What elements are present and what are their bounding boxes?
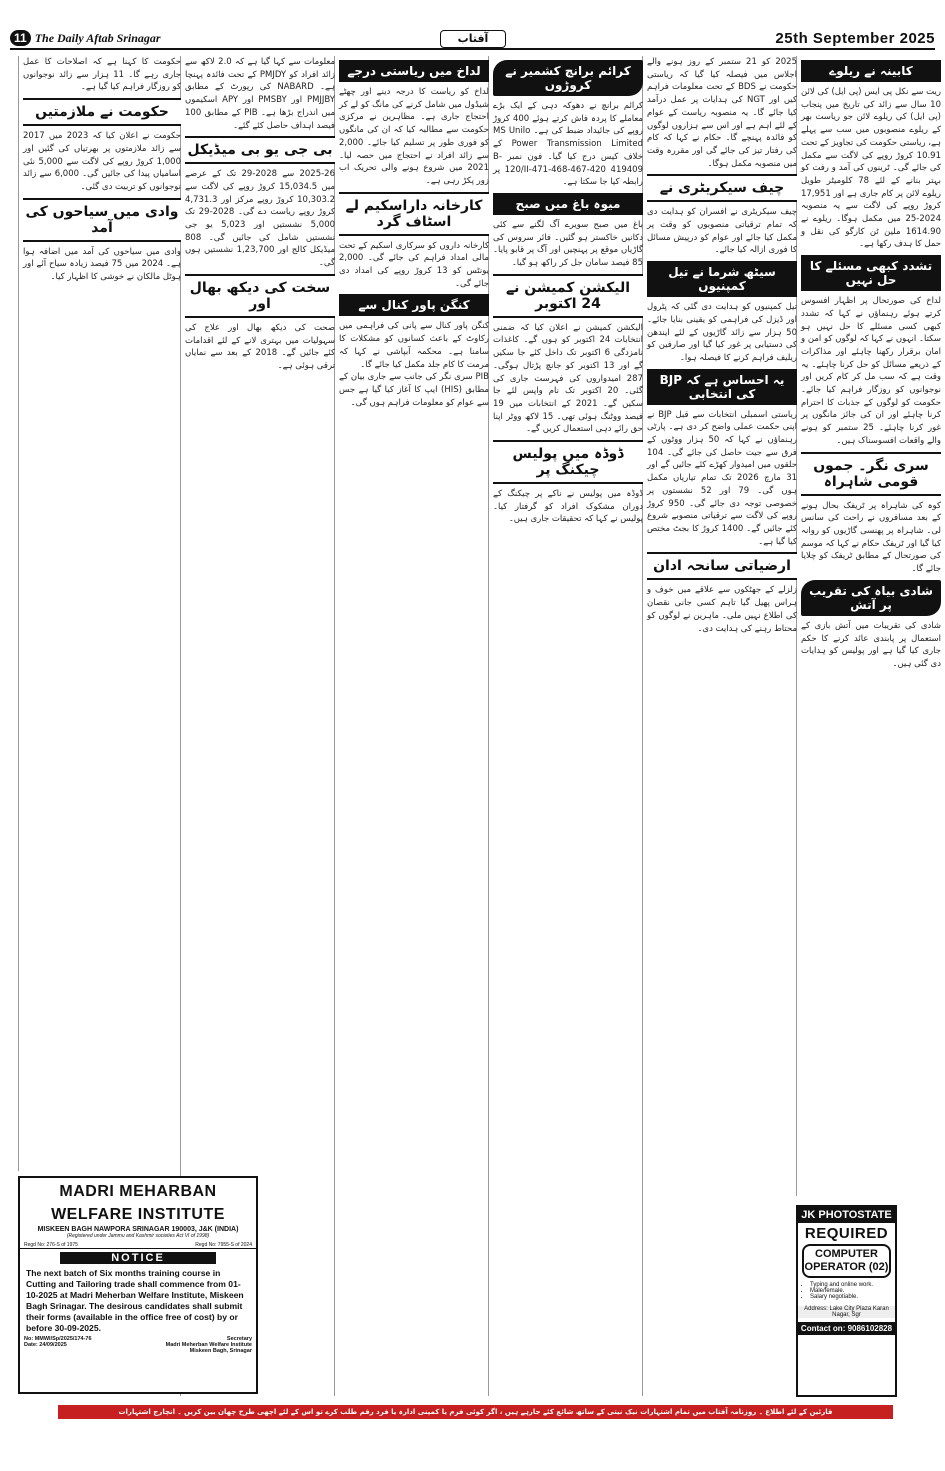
ad-address: MISKEEN BAGH NAWPORA SRINAGAR 190003, J&K (INDIA) [37,1226,239,1233]
page-number: 11 [10,30,31,46]
story-body: حکومت کا کہنا ہے کہ اصلاحات کا عمل جاری رہے گا۔ 11 ہزار سے زائد نوجوانوں کو روزگار فراہم کیا گیا ہے۔ [23,57,181,93]
column-2 [642,56,797,1396]
jk-company: JK PHOTOSTATE [798,1207,895,1223]
issue-date: 25th September 2025 [775,29,935,47]
story-headline: شادی بیاہ کی تقریب پر آتش [801,580,941,616]
story-headline: کابینہ نے ریلوے [801,60,941,82]
story-headline: لداخ میں ریاستی درجے [339,60,489,82]
story-headline: ڈوڈہ میں پولیس چیکنگ پر [493,440,643,484]
jk-photostate-ad [796,1205,897,1397]
story-body: PIB سری نگر کی جانب سے جاری بیان کے مطابق (HIS) ایپ کا آغاز کیا گیا ہے جس سے عوام کو معلومات فراہم ہوں گی۔ [339,372,489,408]
sig-right [166,1336,252,1354]
story-body: شادی کی تقریبات میں آتش بازی کے استعمال پر پابندی عائد کرنے کا حکم جاری کیا گیا ہے اور پولیس کو ہدایات دی گئی ہیں۔ [801,620,941,669]
jk-position: COMPUTER OPERATOR (02) [802,1244,891,1278]
paper-name: The Daily Aftab Srinagar [34,30,161,45]
story-body: ریاستی اسمبلی انتخابات سے قبل BJP نے اپنی حکمت عملی واضح کر دی ہے۔ پارٹی رہنماؤں نے کہا کہ 50 ہزار ووٹوں کے فرق سے جیت حاصل کی جائے گی۔ 104 حلقوں میں امیدوار کھڑے کئے جائیں گے اور 31 مارچ 2026 تک تمام تیاریاں مکمل ہوں گی۔ 79 اور 52 نشستوں پر خصوصی توجہ دی جائے گی۔ 950 کروڑ روپے کی لاگت سے ترقیاتی منصوبے شروع کئے جائیں گے۔ 1400 کروڑ کا بجٹ مختص کیا گیا ہے۔ [647,409,797,547]
story-body: باغ میں صبح سویرے آگ لگنے سے کئی دکانیں خاکستر ہو گئیں۔ فائر سروس کی گاڑیاں موقع پر پہنچیں اور آگ پر قابو پایا۔ 85 فیصد سامان جل کر راکھ ہو گیا۔ [493,219,643,269]
header-left [10,30,161,46]
story-headline: کنگن پاور کنال سے [339,294,489,316]
column-3 [488,56,643,1396]
story-body: کرائم برانچ نے دھوکہ دہی کے ایک بڑے معاملے کا پردہ فاش کرتے ہوئے 400 کروڑ روپے کی جائیداد ضبط کی ہے۔ MS Unilo Power Transmission Limited کے خلاف کیس درج کیا گیا۔ فون نمبر B-120/II-471-468-467-420 419409 پر رابطہ کیا جا سکتا ہے۔ [493,101,643,188]
story-headline: کرائم برانچ کشمیر نے کروڑوں [493,60,643,96]
ad-title-line2: WELFARE INSTITUTE [51,1206,225,1223]
story-headline: الیکشن کمیشن نے 24 اکتوبر [493,274,643,318]
story-body: ڈوڈہ میں پولیس نے ناکے پر چیکنگ کے دوران مشکوک افراد کو گرفتار کیا۔ پولیس نے کہا کہ تحقیقات جاری ہیں۔ [493,489,643,525]
column-1 [796,56,941,1196]
sig-date: Date: 24/09/2025 [24,1342,67,1348]
jk-address: Address: Lake City Plaza Karan Nagar, Sgr [798,1306,895,1318]
notice-heading: NOTICE [60,1252,216,1264]
story-headline: یہ احساس ہے کہ BJP کی انتخابی [647,369,797,405]
column-6 [18,56,181,1171]
jk-requirements [810,1282,895,1300]
story-headline: سخت کی دیکھ بھال اور [185,274,335,318]
story-headline: تشدد کبھی مسئلے کا حل نہیں [801,255,941,291]
sig-org: Madri Meherban Welfare Institute [165,1342,252,1348]
story-body: لداخ کو ریاست کا درجہ دینے اور چھٹے شیڈول میں شامل کرنے کی مانگ کو لے کر احتجاج جاری ہے۔ مظاہرین نے مرکزی حکومت سے مطالبہ کیا کہ ان کی مانگوں کو فوری طور پر تسلیم کیا جائے۔ 2,000 سے زائد افراد نے احتجاج میں حصہ لیا۔ 2021 میں شروع ہونے والی تحریک اب زور پکڑ رہی ہے۔ [339,87,489,186]
story-body: کنگن پاور کنال سے پانی کی فراہمی میں رکاوٹ کے باعث کسانوں کو مشکلات کا سامنا ہے۔ محکمہ آبپاشی نے کہا کہ مرمت کا کام جلد مکمل کیا جائے گا۔ [339,321,489,370]
sig-ref: No: MMWI/Sp/2025/174-76 [24,1336,92,1342]
jk-req-item: • Salary negotiable. [810,1294,895,1300]
column-4 [334,56,489,1396]
story-body: وادی میں سیاحوں کی آمد میں اضافہ ہوا ہے۔ 2024 میں 75 فیصد زیادہ سیاح آئے اور ہوٹل مالکان نے خوشی کا اظہار کیا۔ [23,246,181,283]
reader-notice-footer: قارئین کے لئے اطلاع ۔ روزنامہ آفتاب میں تمام اشتہارات نیک نیتی کے ساتھ شائع کئے جارہے ہیں ، اگر کوئی فرم یا کمپنی ادارہ یا فرد رقم طلب کرے تو اس کے لئے اچھی طرح چھان بین کریں ۔ انچارج اشتہارات [58,1405,893,1419]
story-body: 2025-26 سے 2028-29 تک کے عرصے میں 15,034.5 کروڑ روپے کی لاگت سے 10,303.2 کروڑ روپے مرکز اور 4,731.3 کروڑ روپے ریاست دے گی۔ 2028-29 تک 5,000 نشستیں اور 5,023 یو جی نشستیں شامل کی جائیں گی۔ 808 میڈیکل کالج اور 1,23,700 نشستیں ہوں گی۔ [185,169,335,269]
ad-registration-note: (Registered under Jammu and Kashmir societies Act VI of 1998) [66,1233,210,1239]
story-headline: سری نگر۔ جموں قومی شاہراہ [801,452,941,496]
notice-signature [20,1334,256,1356]
story-body: حکومت نے اعلان کیا کہ 2023 میں 2017 سے زائد ملازمتوں پر بھرتیاں کی گئیں اور 1,000 کروڑ روپے کی لاگت سے 5,000 نئی اسامیاں پیدا کی جائیں گی۔ 6,000 سے زائد نوجوانوں کو تربیت دی گئی۔ [23,131,181,192]
sig-place: Miskeen Bagh, Srinagar [189,1348,252,1354]
story-body: الیکشن کمیشن نے اعلان کیا کہ ضمنی انتخابات 24 اکتوبر کو ہوں گے۔ کاغذات نامزدگی 6 اکتوبر تک داخل کئے جا سکیں گے اور 13 اکتوبر کو جانچ پڑتال ہوگی۔ 287 امیدواروں کی فہرست جاری کی گئی۔ 20 اکتوبر تک نام واپس لئے جا سکیں گے۔ 2021 کے انتخابات میں 19 فیصد ووٹنگ ہوئی تھی۔ 15 لاکھ ووٹر اپنا حق رائے دہی استعمال کریں گے۔ [493,322,643,435]
jk-phone: Contact on: 9086102828 [798,1322,895,1335]
jk-req-item: • Typing and online work. [810,1282,895,1288]
story-headline: سیٹھ شرما نے تیل کمپنیوں [647,261,797,297]
regd-right: Regd No: 7955-S of 2024 [195,1242,252,1248]
story-headline: بی جی یو بی میڈیکل [185,136,335,164]
story-body: صحت کی دیکھ بھال اور علاج کی سہولیات میں بہتری لانے کے لئے اقدامات کئے جائیں گے۔ 2018 کے بعد سے نمایاں ترقی ہوئی ہے۔ [185,322,335,371]
jk-required: REQUIRED [804,1225,889,1242]
story-body: معلومات سے کہا گیا ہے کہ 2.0 لاکھ سے زائد افراد کو PMJDY کے تحت فائدہ پہنچا ہے۔ NABARD کی رپورٹ کے مطابق PMJJBY اور PMSBY اور APY اسکیموں میں اندراج بڑھا ہے۔ PIB کے مطابق 100 فیصد اہداف حاصل کئے گئے۔ [185,57,335,131]
story-headline: ارضیاتی سانحہ ادان [647,552,797,580]
madri-meharban-ad [18,1176,258,1394]
story-body: چیف سیکریٹری نے افسران کو ہدایت دی کہ تمام ترقیاتی منصوبوں کو وقت پر مکمل کیا جائے اور عوام کو درپیش مسائل کا فوری ازالہ کیا جائے۔ [647,207,797,256]
notice-body: The next batch of Six months training course in Cutting and Tailoring trade shall commence from 01-10-2025 at Madri Meherban Welfare Institute, Miskeen Bagh Srinagar. The desirous candidates shall submit their forms (available in the office free of cost) by or before 30-09-2025. [26,1268,244,1333]
story-body: زلزلے کے جھٹکوں سے علاقے میں خوف و ہراس پھیل گیا تاہم کسی جانی نقصان کی اطلاع نہیں ملی۔ ماہرین نے لوگوں کو محتاط رہنے کی ہدایت دی۔ [647,585,797,634]
story-headline: کارخانہ داراسکیم لے اسٹاف گرد [339,192,489,236]
story-body: ریت سے نکل پی ایس (پی ایل) کی لائن 10 سال سے زائد کی تاریخ میں پنجاب (پی ایل) کی ریلوے لائن جو ریاست بھر کے ریلوے منصوبوں میں سب سے پہلے ہے، ریاستی حکومت کی تجاویز کے تحت 10.91 کروڑ روپے کی لاگت سے مکمل کی جائے گی۔ ٹرینوں کی آمد و رفت کو بہتر بنانے کے لئے 78 کلومیٹر طویل ریلوے لائن پر کام جاری ہے اور 17,951 کروڑ روپے کی لاگت سے یہ منصوبہ 2024-25 میں مکمل ہوگا۔ ریلوے نے 1614.90 ملین ٹن کارگو کی نقل و حمل کا ہدف رکھا ہے۔ [801,87,941,250]
story-headline: میوہ باغ میں صبح [493,193,643,215]
story-headline: چیف سیکریٹری نے [647,174,797,202]
ad-registration-row [20,1242,256,1249]
ad-title-line1: MADRI MEHARBAN [59,1183,217,1200]
story-body: 2025 کو 21 ستمبر کے روز ہونے والے اجلاس میں فیصلہ کیا گیا کہ ریاستی حکومت نے BDS کے تحت معلومات فراہم کیں اور NGT کی ہدایات پر عمل درآمد کیا جائے گا۔ یہ منصوبہ ریاست کے عوام کے لئے اہم ہے اور اس سے ہزاروں لوگوں کو فائدہ پہنچے گا۔ حکام نے کہا کہ کام کی رفتار تیز کی جائے گی اور مقررہ وقت میں منصوبہ مکمل ہوگا۔ [647,57,797,169]
story-body: لداخ کی صورتحال پر اظہار افسوس کرتے ہوئے رہنماؤں نے کہا کہ تشدد کبھی کسی مسئلے کا حل نہیں ہو سکتا۔ انہوں نے کہا کہ لوگوں کو امن و امان برقرار رکھنا چاہئے اور مذاکرات کے ذریعے مسائل کو حل کرنا چاہئے۔ یہ وقت ہے کہ سب مل کر کام کریں اور نوجوانوں کو روزگار فراہم کیا جائے۔ حکومت کو لوگوں کے جذبات کا احترام کرنا چاہئے اور ان کی جائز مانگوں پر غور کرنا چاہئے۔ 25 ستمبر کو ہونے والے واقعات افسوسناک ہیں۔ [801,296,941,446]
sig-role: Secretary [226,1336,252,1342]
sig-left [24,1336,92,1354]
story-headline: حکومت نے ملازمتیں [23,98,181,126]
story-headline: وادی میں سیاحوں کی آمد [23,198,181,242]
story-body: تیل کمپنیوں کو ہدایت دی گئی کہ پٹرول اور ڈیزل کی فراہمی کو یقینی بنایا جائے۔ 50 ہزار سے زائد گاڑیوں کے لئے ایندھن کی دستیابی پر غور کیا گیا اور صارفین کو ریلیف فراہم کرنے کا فیصلہ ہوا۔ [647,302,797,363]
story-body: کوہ کی شاہراہ پر ٹریفک بحال ہونے کے بعد مسافروں نے راحت کی سانس لی۔ شاہراہ پر پھنسی گاڑیوں کو روانہ کیا گیا اور ٹریفک حکام نے کہا کہ موسم کی صورتحال کے مطابق ٹریفک کو چلایا جائے گا۔ [801,500,941,575]
masthead-logo: آفتاب [440,30,506,48]
story-body: کارخانہ داروں کو سرکاری اسکیم کے تحت مالی امداد فراہم کی جائے گی۔ 2,000 یونٹس کو 13 کروڑ روپے کی امداد دی جائے گی۔ [339,240,489,289]
regd-left: Regd No: 276-S of 1975 [24,1242,78,1248]
jk-req-item: • Male/female. [810,1288,895,1294]
